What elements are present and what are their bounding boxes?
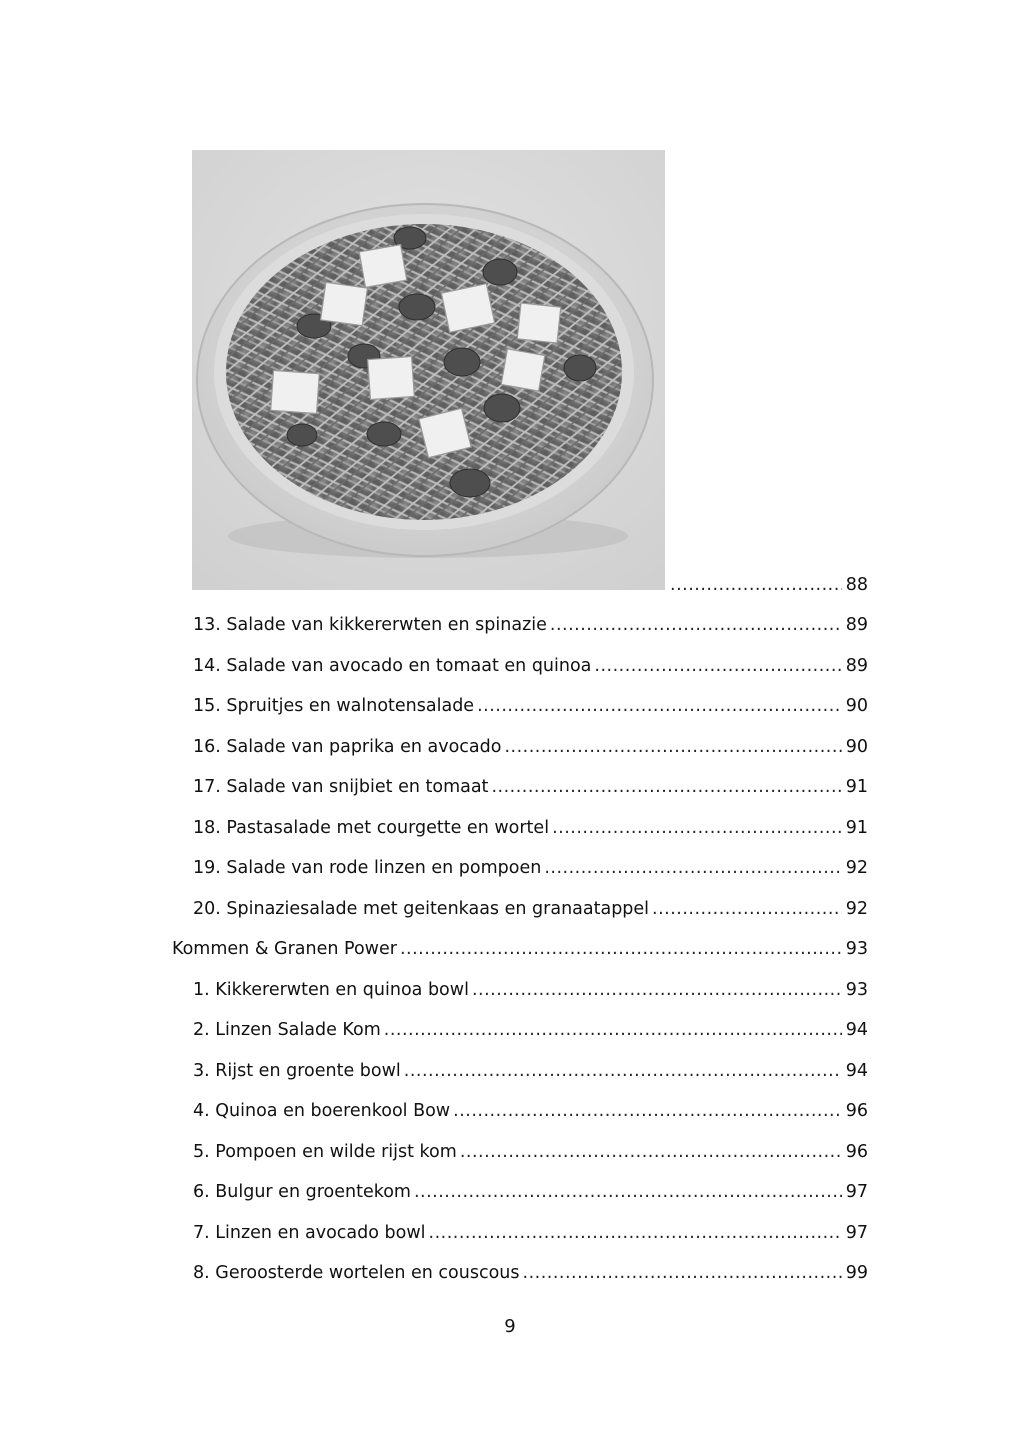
toc-entry-title: 17. Salade van snijbiet en tomaat: [193, 777, 489, 797]
toc-entry[interactable]: [193, 774, 868, 800]
toc-page-number: 89: [845, 656, 868, 676]
toc-entry-title: 4. Quinoa en boerenkool Bow: [193, 1101, 451, 1121]
dot-leader: [477, 693, 842, 719]
toc-page-number: 97: [845, 1182, 868, 1202]
toc-entry[interactable]: [193, 815, 868, 841]
toc-entry[interactable]: [193, 693, 868, 719]
toc-entry-title: 6. Bulgur en groentekom: [193, 1182, 411, 1202]
toc-page-number: 90: [845, 696, 868, 716]
dot-leader: [523, 1260, 842, 1286]
toc-page-number: 93: [845, 980, 868, 1000]
toc-entry[interactable]: [193, 1260, 868, 1286]
dot-leader: [594, 653, 841, 679]
toc-page-number: 91: [845, 818, 868, 838]
dot-leader: [414, 1179, 842, 1205]
dot-leader: [670, 572, 842, 598]
salad-bowl-photo: [192, 150, 665, 590]
toc-page-number: 90: [845, 737, 868, 757]
toc-entry[interactable]: [193, 653, 868, 679]
toc-entry-title: 3. Rijst en groente bowl: [193, 1061, 401, 1081]
toc-page-number: 99: [845, 1263, 868, 1283]
dot-leader: [491, 774, 841, 800]
dot-leader: [544, 855, 841, 881]
dot-leader: [429, 1220, 842, 1246]
page-number-footer: 9: [504, 1316, 516, 1337]
toc-entry-title: 20. Spinaziesalade met geitenkaas en granaatappel: [193, 899, 650, 919]
toc-page-number: 91: [845, 777, 868, 797]
toc-page-number: 97: [845, 1223, 868, 1243]
toc-entry[interactable]: [193, 612, 868, 638]
dot-leader: [460, 1139, 842, 1165]
toc-page-number: 94: [845, 1061, 868, 1081]
dot-leader: [453, 1098, 842, 1124]
toc-page-number: 89: [845, 615, 868, 635]
toc-entry-title: 5. Pompoen en wilde rijst kom: [193, 1142, 457, 1162]
toc-section-heading[interactable]: [172, 936, 868, 962]
toc-entry[interactable]: [193, 896, 868, 922]
toc-entry-title: 7. Linzen en avocado bowl: [193, 1223, 426, 1243]
dot-leader: [400, 936, 842, 962]
toc-entry[interactable]: [193, 1098, 868, 1124]
toc-entry-title: 2. Linzen Salade Kom: [193, 1020, 381, 1040]
toc-entry[interactable]: [193, 1139, 868, 1165]
dot-leader: [504, 734, 841, 760]
toc-page-number: 96: [845, 1101, 868, 1121]
toc-page-number: 96: [845, 1142, 868, 1162]
dot-leader: [550, 612, 842, 638]
toc-entry-title: Kommen & Granen Power: [172, 939, 397, 959]
toc-entry-title: 16. Salade van paprika en avocado: [193, 737, 502, 757]
dot-leader: [384, 1017, 842, 1043]
toc-entry[interactable]: [193, 977, 868, 1003]
toc-entry[interactable]: [193, 1179, 868, 1205]
dot-leader: [404, 1058, 842, 1084]
toc-continuation-row[interactable]: [670, 572, 868, 598]
toc-entry-title: 1. Kikkererwten en quinoa bowl: [193, 980, 469, 1000]
toc-entry[interactable]: [193, 1017, 868, 1043]
toc-entry-title: 18. Pastasalade met courgette en wortel: [193, 818, 550, 838]
toc-entry-title: 8. Geroosterde wortelen en couscous: [193, 1263, 520, 1283]
toc-page-number: 92: [845, 858, 868, 878]
dot-leader: [552, 815, 842, 841]
toc-entry-title: 13. Salade van kikkererwten en spinazie: [193, 615, 547, 635]
dot-leader: [472, 977, 842, 1003]
toc-entry[interactable]: [193, 855, 868, 881]
toc-page-number: 93: [845, 939, 868, 959]
toc-entry-title: 19. Salade van rode linzen en pompoen: [193, 858, 542, 878]
toc-entry-title: 15. Spruitjes en walnotensalade: [193, 696, 475, 716]
toc-entry-title: 14. Salade van avocado en tomaat en quinoa: [193, 656, 592, 676]
toc-entry[interactable]: [193, 1058, 868, 1084]
toc-page-number: 92: [845, 899, 868, 919]
toc-page-number: 94: [845, 1020, 868, 1040]
toc-entry[interactable]: [193, 734, 868, 760]
toc-entry[interactable]: [193, 1220, 868, 1246]
dot-leader: [652, 896, 842, 922]
toc-page-number: 88: [845, 575, 868, 595]
